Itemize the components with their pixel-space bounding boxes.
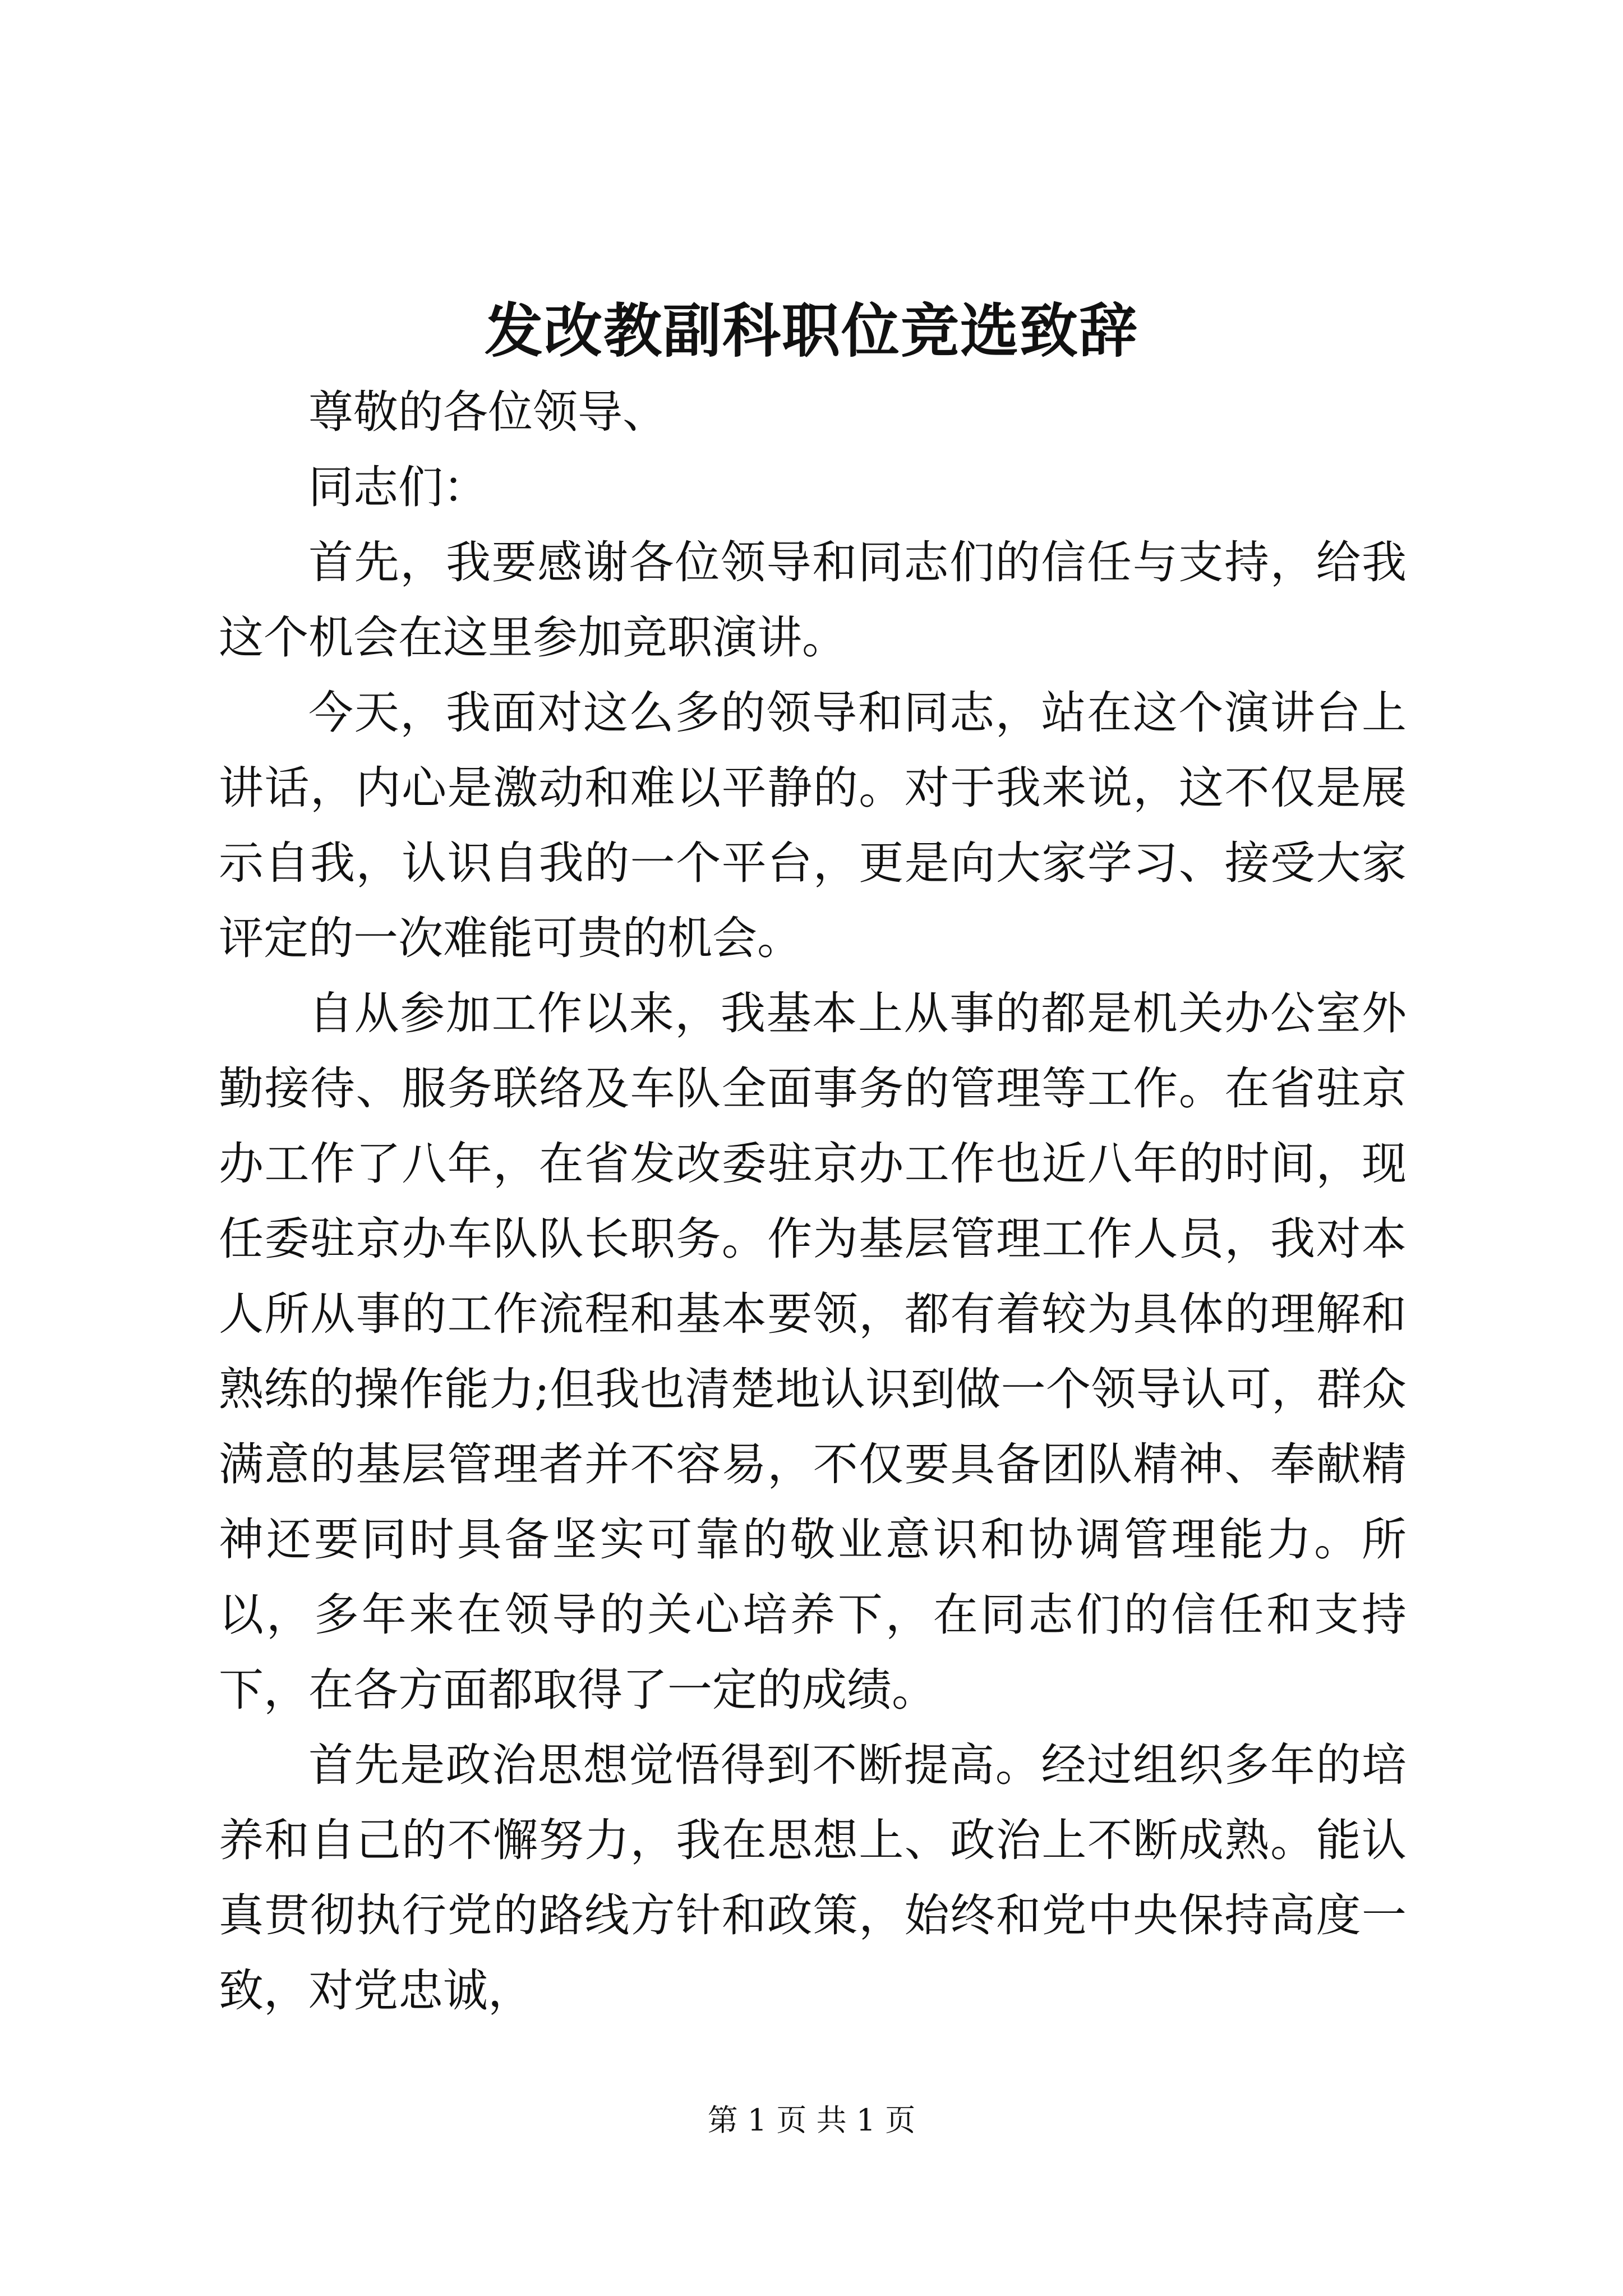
paragraph-today: 今天，我面对这么多的领导和同志，站在这个演讲台上讲话，内心是激动和难以平静的。对于我来说，这不仅是展示自我，认识自我的一个平台，更是向大家学习、接受大家评定的一次难能可贵的机会。 xyxy=(219,687,1407,964)
paragraph-work-history: 自从参加工作以来，我基本上从事的都是机关办公室外勤接待、服务联络及车队全面事务的管理等工作。在省驻京办工作了八年，在省发改委驻京办工作也近八年的时间，现任委驻京办车队队长职务。作为基层管理工作人员，我对本人所从事的工作流程和基本要领，都有着较为具体的理解和熟练的操作能力;但我也清楚地认识到做一个领导认可，群众满意的基层管理者并不容易，不仅要具备团队精神、奉献精神还要同时具备坚实可靠的敬业意识和协调管理能力。所以，多年来在领导的关心培养下，在同志们的信任和支持下，在各方面都取得了一定的成绩。 xyxy=(219,987,1407,1716)
paragraph-political: 首先是政治思想觉悟得到不断提高。经过组织多年的培养和自己的不懈努力，我在思想上、政治上不断成熟。能认真贯彻执行党的路线方针和政策，始终和党中央保持高度一致，对党忠诚， xyxy=(219,1739,1407,2017)
paragraph-salutation-1: 尊敬的各位领导、 xyxy=(308,386,667,438)
paragraph-salutation-2: 同志们： xyxy=(308,461,488,513)
document-title: 发改教副科职位竞选致辞 xyxy=(484,296,1138,365)
paragraph-thanks: 首先，我要感谢各位领导和同志们的信任与支持，给我这个机会在这里参加竞职演讲。 xyxy=(219,536,1407,664)
page-footer: 第 1 页 共 1 页 xyxy=(707,2102,916,2138)
document-body xyxy=(219,375,1407,2028)
